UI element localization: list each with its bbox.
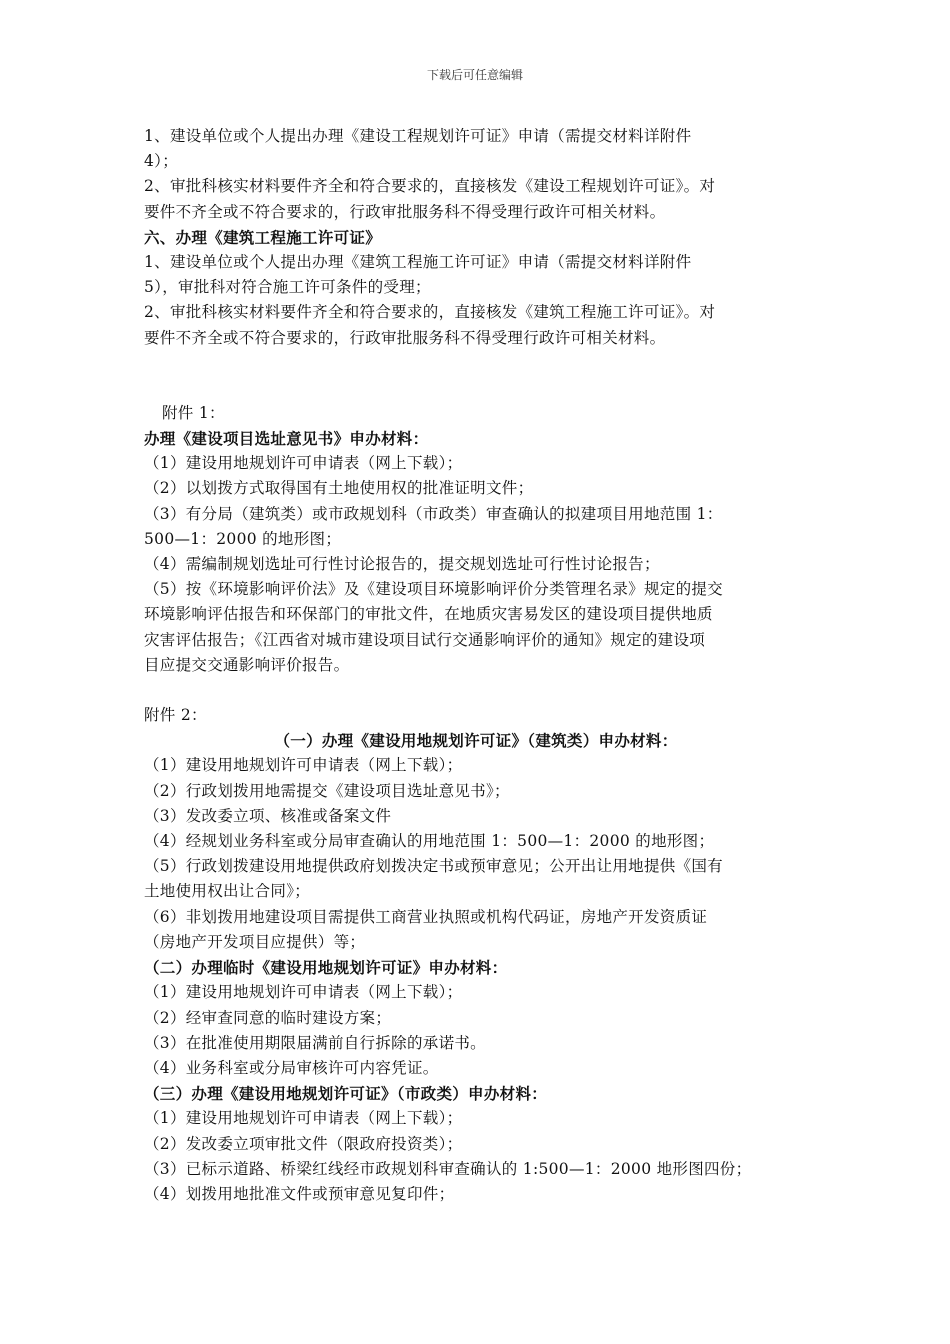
annex-2: [144, 703, 808, 1207]
list-item: （5）按《环境影响评价法》及《建设项目环境影响评价分类管理名录》规定的提交: [144, 580, 723, 599]
list-item: （2）以划拨方式取得国有土地使用权的批准证明文件；: [144, 479, 534, 498]
list-item: （4）划拨用地批准文件或预审意见复印件；: [144, 1184, 455, 1203]
list-item: （2）发改委立项审批文件（限政府投资类）；: [144, 1134, 463, 1153]
page-header: 下载后可任意编辑: [426, 68, 523, 82]
text-line: 4）；: [144, 152, 179, 171]
list-item: （2）行政划拨用地需提交《建设项目选址意见书》；: [144, 781, 510, 800]
spacer: [144, 351, 808, 401]
list-item: （2）经审查同意的临时建设方案；: [144, 1008, 392, 1027]
list-item: （6）非划拨用地建设项目需提供工商营业执照或机构代码证，房地产开发资质证: [144, 907, 708, 926]
list-item: 环境影响评估报告和环保部门的审批文件，在地质灾害易发区的建设项目提供地质: [144, 605, 713, 624]
list-item: 土地使用权出让合同》；: [144, 882, 311, 901]
annex-heading: 办理《建设项目选址意见书》申办材料：: [144, 429, 429, 449]
list-item: （4）业务科室或分局审核许可内容凭证。: [144, 1058, 439, 1077]
list-item: （3）有分局（建筑类）或市政规划科（市政类）审查确认的拟建项目用地范围 1：: [144, 504, 723, 523]
annex-subheading: （一）办理《建设用地规划许可证》（建筑类）申办材料：: [274, 731, 678, 751]
list-item: （4）经规划业务科室或分局审查确认的用地范围 1：500—1：2000 的地形图；: [144, 832, 715, 851]
list-item: 500—1：2000 的地形图；: [144, 529, 342, 548]
list-item: （3）已标示道路、桥梁红线经市政规划科审查确认的 1:500—1：2000 地形图四份；: [144, 1159, 752, 1178]
block1: [144, 124, 808, 225]
list-item: （3）在批准使用期限届满前自行拆除的承诺书。: [144, 1033, 486, 1052]
list-item: （1）建设用地规划许可申请表（网上下载）；: [144, 454, 463, 473]
list-item: 灾害评估报告；《江西省对城市建设项目试行交通影响评价的通知》规定的建设项: [144, 630, 706, 649]
section-6: [144, 225, 808, 351]
list-item: （3）发改委立项、核准或备案文件: [144, 806, 392, 825]
annex-subheading: （二）办理临时《建设用地规划许可证》申办材料：: [144, 958, 508, 978]
list-item: （房地产开发项目应提供）等；: [144, 932, 366, 951]
text-line: 5），审批科对符合施工许可条件的受理；: [144, 278, 431, 297]
section-heading: 六、办理《建筑工程施工许可证》: [144, 227, 382, 247]
list-item: （5）行政划拨建设用地提供政府划拨决定书或预审意见；公开出让用地提供《国有: [144, 857, 723, 876]
text-line: 1、建设单位或个人提出办理《建设工程规划许可证》申请（需提交材料详附件: [144, 127, 692, 145]
list-item: （1）建设用地规划许可申请表（网上下载）；: [144, 1109, 463, 1128]
list-item: （1）建设用地规划许可申请表（网上下载）；: [144, 756, 463, 775]
list-item: （1）建设用地规划许可申请表（网上下载）；: [144, 983, 463, 1002]
list-item: （4）需编制规划选址可行性讨论报告的，提交规划选址可行性讨论报告；: [144, 555, 660, 574]
annex-1: [144, 401, 808, 678]
annex-label: 附件 2：: [144, 706, 207, 725]
list-item: 目应提交交通影响评价报告。: [144, 655, 350, 674]
annex-label: 附件 1：: [162, 403, 225, 422]
annex-subheading: （三）办理《建设用地规划许可证》（市政类）申办材料：: [144, 1084, 548, 1104]
text-line: 1、建设单位或个人提出办理《建筑工程施工许可证》申请（需提交材料详附件: [144, 253, 692, 272]
text-line: 2、审批科核实材料要件齐全和符合要求的，直接核发《建筑工程施工许可证》。对: [144, 303, 716, 322]
text-line: 要件不齐全或不符合要求的，行政审批服务科不得受理行政许可相关材料。: [144, 328, 666, 347]
text-line: 要件不齐全或不符合要求的，行政审批服务科不得受理行政许可相关材料。: [144, 202, 666, 221]
spacer: [144, 678, 808, 703]
text-line: 2、审批科核实材料要件齐全和符合要求的，直接核发《建设工程规划许可证》。对: [144, 177, 716, 196]
document-body: [144, 124, 808, 1207]
